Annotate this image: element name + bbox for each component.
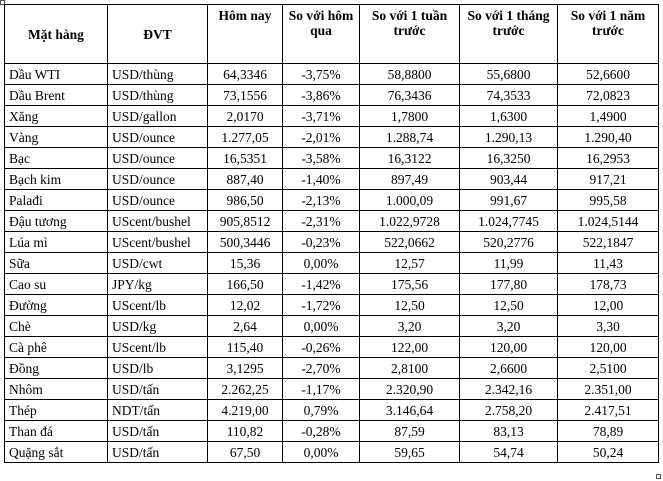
header-vs-year: So với 1 năm trước xyxy=(558,5,659,64)
vs-year-cell: 178,73 xyxy=(558,274,659,295)
commodity-cell: Lúa mì xyxy=(5,232,108,253)
today-cell: 15,36 xyxy=(208,253,283,274)
table-row xyxy=(5,442,659,463)
today-cell: 3,1295 xyxy=(208,358,283,379)
unit-cell: USD/thùng xyxy=(108,85,208,106)
vs-week-cell: 122,00 xyxy=(360,337,460,358)
unit-cell: USD/kg xyxy=(108,316,208,337)
vs-week-cell: 522,0662 xyxy=(360,232,460,253)
table-row xyxy=(5,148,659,169)
unit-cell: USD/tấn xyxy=(108,421,208,442)
vs-yesterday-cell: 0,00% xyxy=(283,253,360,274)
vs-month-cell: 1,6300 xyxy=(460,106,558,127)
unit-cell: JPY/kg xyxy=(108,274,208,295)
commodity-cell: Cà phê xyxy=(5,337,108,358)
vs-week-cell: 2.320,90 xyxy=(360,379,460,400)
vs-week-cell: 1.022,9728 xyxy=(360,211,460,232)
vs-yesterday-cell: -1,72% xyxy=(283,295,360,316)
vs-year-cell: 2.417,51 xyxy=(558,400,659,421)
vs-month-cell: 177,80 xyxy=(460,274,558,295)
vs-yesterday-cell: -2,70% xyxy=(283,358,360,379)
today-cell: 1.277,05 xyxy=(208,127,283,148)
header-today: Hôm nay xyxy=(208,5,283,64)
vs-year-cell: 3,30 xyxy=(558,316,659,337)
today-cell: 115,40 xyxy=(208,337,283,358)
today-cell: 905,8512 xyxy=(208,211,283,232)
commodity-cell: Sữa xyxy=(5,253,108,274)
commodity-cell: Nhôm xyxy=(5,379,108,400)
vs-yesterday-cell: -0,26% xyxy=(283,337,360,358)
vs-year-cell: 995,58 xyxy=(558,190,659,211)
unit-cell: USD/ounce xyxy=(108,169,208,190)
commodity-cell: Dầu WTI xyxy=(5,64,108,85)
commodity-cell: Palađi xyxy=(5,190,108,211)
table-row xyxy=(5,379,659,400)
table-row xyxy=(5,295,659,316)
today-cell: 2,64 xyxy=(208,316,283,337)
today-cell: 73,1556 xyxy=(208,85,283,106)
vs-year-cell: 917,21 xyxy=(558,169,659,190)
commodity-cell: Bạch kim xyxy=(5,169,108,190)
unit-cell: USD/lb xyxy=(108,358,208,379)
table-row xyxy=(5,106,659,127)
vs-week-cell: 12,57 xyxy=(360,253,460,274)
vs-year-cell: 1,4900 xyxy=(558,106,659,127)
today-cell: 986,50 xyxy=(208,190,283,211)
unit-cell: USD/cwt xyxy=(108,253,208,274)
vs-month-cell: 903,44 xyxy=(460,169,558,190)
unit-cell: USD/tấn xyxy=(108,379,208,400)
unit-cell: USD/ounce xyxy=(108,148,208,169)
vs-week-cell: 3.146,64 xyxy=(360,400,460,421)
vs-month-cell: 1.024,7745 xyxy=(460,211,558,232)
commodity-cell: Vàng xyxy=(5,127,108,148)
vs-week-cell: 58,8800 xyxy=(360,64,460,85)
vs-month-cell: 2,6600 xyxy=(460,358,558,379)
vs-month-cell: 991,67 xyxy=(460,190,558,211)
vs-yesterday-cell: -2,13% xyxy=(283,190,360,211)
today-cell: 16,5351 xyxy=(208,148,283,169)
commodity-price-table xyxy=(4,4,659,463)
table-row xyxy=(5,190,659,211)
vs-month-cell: 54,74 xyxy=(460,442,558,463)
commodity-cell: Đậu tương xyxy=(5,211,108,232)
header-vs-month: So với 1 tháng trước xyxy=(460,5,558,64)
commodity-cell: Than đá xyxy=(5,421,108,442)
today-cell: 2,0170 xyxy=(208,106,283,127)
vs-week-cell: 16,3122 xyxy=(360,148,460,169)
header-commodity: Mặt hàng xyxy=(5,5,108,64)
vs-week-cell: 3,20 xyxy=(360,316,460,337)
unit-cell: UScent/lb xyxy=(108,337,208,358)
commodity-price-table-container xyxy=(4,4,659,463)
header-vs-week: So với 1 tuần trước xyxy=(360,5,460,64)
vs-month-cell: 2.342,16 xyxy=(460,379,558,400)
unit-cell: USD/tấn xyxy=(108,442,208,463)
today-cell: 166,50 xyxy=(208,274,283,295)
table-body xyxy=(5,64,659,463)
vs-month-cell: 55,6800 xyxy=(460,64,558,85)
vs-yesterday-cell: -3,71% xyxy=(283,106,360,127)
vs-yesterday-cell: -3,75% xyxy=(283,64,360,85)
vs-year-cell: 72,0823 xyxy=(558,85,659,106)
unit-cell: UScent/bushel xyxy=(108,232,208,253)
today-cell: 67,50 xyxy=(208,442,283,463)
vs-year-cell: 2,5100 xyxy=(558,358,659,379)
vs-month-cell: 11,99 xyxy=(460,253,558,274)
table-row xyxy=(5,85,659,106)
table-row xyxy=(5,253,659,274)
vs-week-cell: 59,65 xyxy=(360,442,460,463)
table-row xyxy=(5,421,659,442)
vs-yesterday-cell: -0,23% xyxy=(283,232,360,253)
vs-month-cell: 520,2776 xyxy=(460,232,558,253)
vs-week-cell: 897,49 xyxy=(360,169,460,190)
unit-cell: USD/ounce xyxy=(108,190,208,211)
today-cell: 64,3346 xyxy=(208,64,283,85)
vs-yesterday-cell: -3,58% xyxy=(283,148,360,169)
table-row xyxy=(5,211,659,232)
vs-week-cell: 1,7800 xyxy=(360,106,460,127)
vs-yesterday-cell: -1,42% xyxy=(283,274,360,295)
vs-month-cell: 83,13 xyxy=(460,421,558,442)
vs-yesterday-cell: 0,00% xyxy=(283,316,360,337)
today-cell: 887,40 xyxy=(208,169,283,190)
today-cell: 110,82 xyxy=(208,421,283,442)
vs-year-cell: 78,89 xyxy=(558,421,659,442)
unit-cell: USD/gallon xyxy=(108,106,208,127)
vs-yesterday-cell: 0,79% xyxy=(283,400,360,421)
vs-year-cell: 12,00 xyxy=(558,295,659,316)
commodity-cell: Đường xyxy=(5,295,108,316)
header-vs-yesterday: So với hôm qua xyxy=(283,5,360,64)
vs-month-cell: 3,20 xyxy=(460,316,558,337)
table-row xyxy=(5,232,659,253)
table-row xyxy=(5,358,659,379)
table-row xyxy=(5,400,659,421)
vs-week-cell: 175,56 xyxy=(360,274,460,295)
today-cell: 12,02 xyxy=(208,295,283,316)
table-row xyxy=(5,337,659,358)
table-row xyxy=(5,169,659,190)
vs-yesterday-cell: -0,28% xyxy=(283,421,360,442)
vs-yesterday-cell: -2,01% xyxy=(283,127,360,148)
commodity-cell: Đồng xyxy=(5,358,108,379)
commodity-cell: Dầu Brent xyxy=(5,85,108,106)
header-row xyxy=(5,5,659,64)
vs-year-cell: 1.290,40 xyxy=(558,127,659,148)
table-row xyxy=(5,316,659,337)
vs-month-cell: 74,3533 xyxy=(460,85,558,106)
commodity-cell: Bạc xyxy=(5,148,108,169)
unit-cell: USD/ounce xyxy=(108,127,208,148)
vs-month-cell: 12,50 xyxy=(460,295,558,316)
table-resize-handle[interactable] xyxy=(656,474,661,479)
vs-week-cell: 1.000,09 xyxy=(360,190,460,211)
commodity-cell: Thép xyxy=(5,400,108,421)
vs-year-cell: 52,6600 xyxy=(558,64,659,85)
today-cell: 4.219,00 xyxy=(208,400,283,421)
header-unit: ĐVT xyxy=(108,5,208,64)
unit-cell: UScent/bushel xyxy=(108,211,208,232)
commodity-cell: Chè xyxy=(5,316,108,337)
table-row xyxy=(5,64,659,85)
vs-yesterday-cell: 0,00% xyxy=(283,442,360,463)
vs-month-cell: 2.758,20 xyxy=(460,400,558,421)
today-cell: 500,3446 xyxy=(208,232,283,253)
vs-year-cell: 522,1847 xyxy=(558,232,659,253)
vs-week-cell: 76,3436 xyxy=(360,85,460,106)
vs-year-cell: 11,43 xyxy=(558,253,659,274)
unit-cell: UScent/lb xyxy=(108,295,208,316)
commodity-cell: Xăng xyxy=(5,106,108,127)
commodity-cell: Quặng sắt xyxy=(5,442,108,463)
table-row xyxy=(5,274,659,295)
vs-week-cell: 1.288,74 xyxy=(360,127,460,148)
vs-week-cell: 87,59 xyxy=(360,421,460,442)
vs-yesterday-cell: -3,86% xyxy=(283,85,360,106)
vs-month-cell: 1.290,13 xyxy=(460,127,558,148)
vs-year-cell: 50,24 xyxy=(558,442,659,463)
vs-yesterday-cell: -1,17% xyxy=(283,379,360,400)
vs-year-cell: 1.024,5144 xyxy=(558,211,659,232)
vs-month-cell: 16,3250 xyxy=(460,148,558,169)
vs-year-cell: 16,2953 xyxy=(558,148,659,169)
unit-cell: USD/thùng xyxy=(108,64,208,85)
vs-yesterday-cell: -2,31% xyxy=(283,211,360,232)
vs-week-cell: 2,8100 xyxy=(360,358,460,379)
commodity-cell: Cao su xyxy=(5,274,108,295)
today-cell: 2.262,25 xyxy=(208,379,283,400)
vs-yesterday-cell: -1,40% xyxy=(283,169,360,190)
vs-year-cell: 2.351,00 xyxy=(558,379,659,400)
unit-cell: NDT/tấn xyxy=(108,400,208,421)
vs-year-cell: 120,00 xyxy=(558,337,659,358)
vs-week-cell: 12,50 xyxy=(360,295,460,316)
vs-month-cell: 120,00 xyxy=(460,337,558,358)
table-row xyxy=(5,127,659,148)
